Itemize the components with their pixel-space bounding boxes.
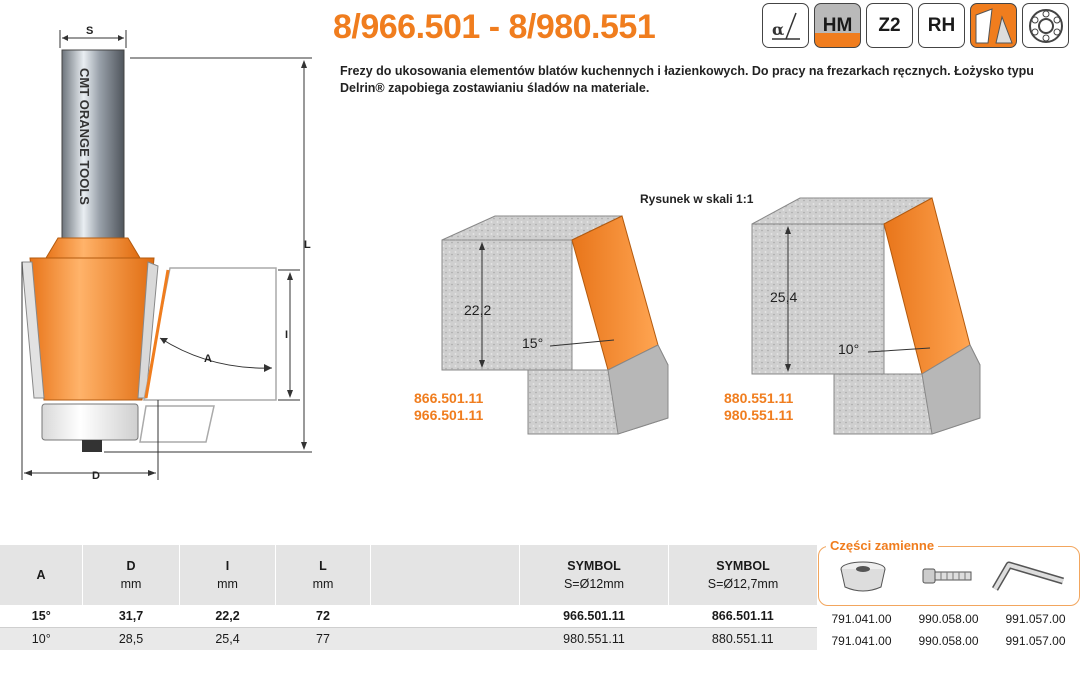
spare-parts-title: Części zamienne <box>826 538 938 553</box>
svg-text:L: L <box>304 239 311 251</box>
rh-icon: RH <box>918 3 965 48</box>
router-bit-drawing <box>0 0 330 490</box>
header-a: A <box>0 545 83 605</box>
spare-parts-images <box>819 547 1079 605</box>
svg-text:22,2: 22,2 <box>464 302 492 318</box>
table-row: 10° 28,5 25,4 77 980.551.11 880.551.11 <box>0 628 817 651</box>
code-880: 880.551.11 <box>724 390 794 406</box>
table-header <box>0 545 817 605</box>
code-980: 980.551.11 <box>724 407 794 423</box>
screw-part-icon <box>923 569 971 583</box>
header-i: I mm <box>180 545 276 605</box>
svg-text:D: D <box>92 470 100 482</box>
svg-text:CMT ORANGE TOOLS: CMT ORANGE TOOLS <box>77 68 92 205</box>
svg-text:I: I <box>285 329 289 341</box>
spare-parts-row: 791.041.00 990.058.00 991.057.00 <box>831 612 1066 626</box>
svg-text:A: A <box>204 353 212 365</box>
bearing-icon <box>1022 3 1069 48</box>
spare-parts-row: 791.041.00 990.058.00 991.057.00 <box>831 634 1066 648</box>
cutter-profile-icon <box>970 3 1017 48</box>
header-l: L mm <box>276 545 371 605</box>
svg-text:α: α <box>771 19 784 39</box>
header-d: D mm <box>83 545 180 605</box>
svg-text:25,4: 25,4 <box>770 289 798 305</box>
bearing-part-icon <box>841 562 885 591</box>
hex-key-part-icon <box>995 565 1063 589</box>
table-row: 15° 31,7 22,2 72 966.501.11 866.501.11 <box>0 605 817 628</box>
svg-text:15°: 15° <box>522 335 544 351</box>
spare-parts-box <box>818 546 1080 606</box>
code-group-10 <box>724 390 793 424</box>
page-title: 8/966.501 - 8/980.551 <box>333 8 656 46</box>
product-description: Frezy do ukosowania elementów blatów kuchennych i łazienkowych. Do pracy na frezarkach ręcznych. Łożysko typu Delrin® zapobiega zostawianiu śladów na materiale. <box>340 64 1034 95</box>
z2-icon: Z2 <box>866 3 913 48</box>
scale-caption: Rysunek w skali 1:1 <box>640 192 754 206</box>
svg-text:S: S <box>86 25 94 37</box>
code-966: 966.501.11 <box>414 407 484 423</box>
angle-icon <box>762 3 809 48</box>
code-866: 866.501.11 <box>414 390 484 406</box>
svg-text:10°: 10° <box>838 341 860 357</box>
header-symbol-127: SYMBOL S=Ø12,7mm <box>669 545 818 605</box>
header-symbol-12: SYMBOL S=Ø12mm <box>520 545 669 605</box>
code-group-15 <box>414 390 483 424</box>
header-empty <box>371 545 520 605</box>
feature-icons <box>762 3 1069 48</box>
hm-icon: HM <box>814 3 861 48</box>
spec-table <box>0 545 817 650</box>
